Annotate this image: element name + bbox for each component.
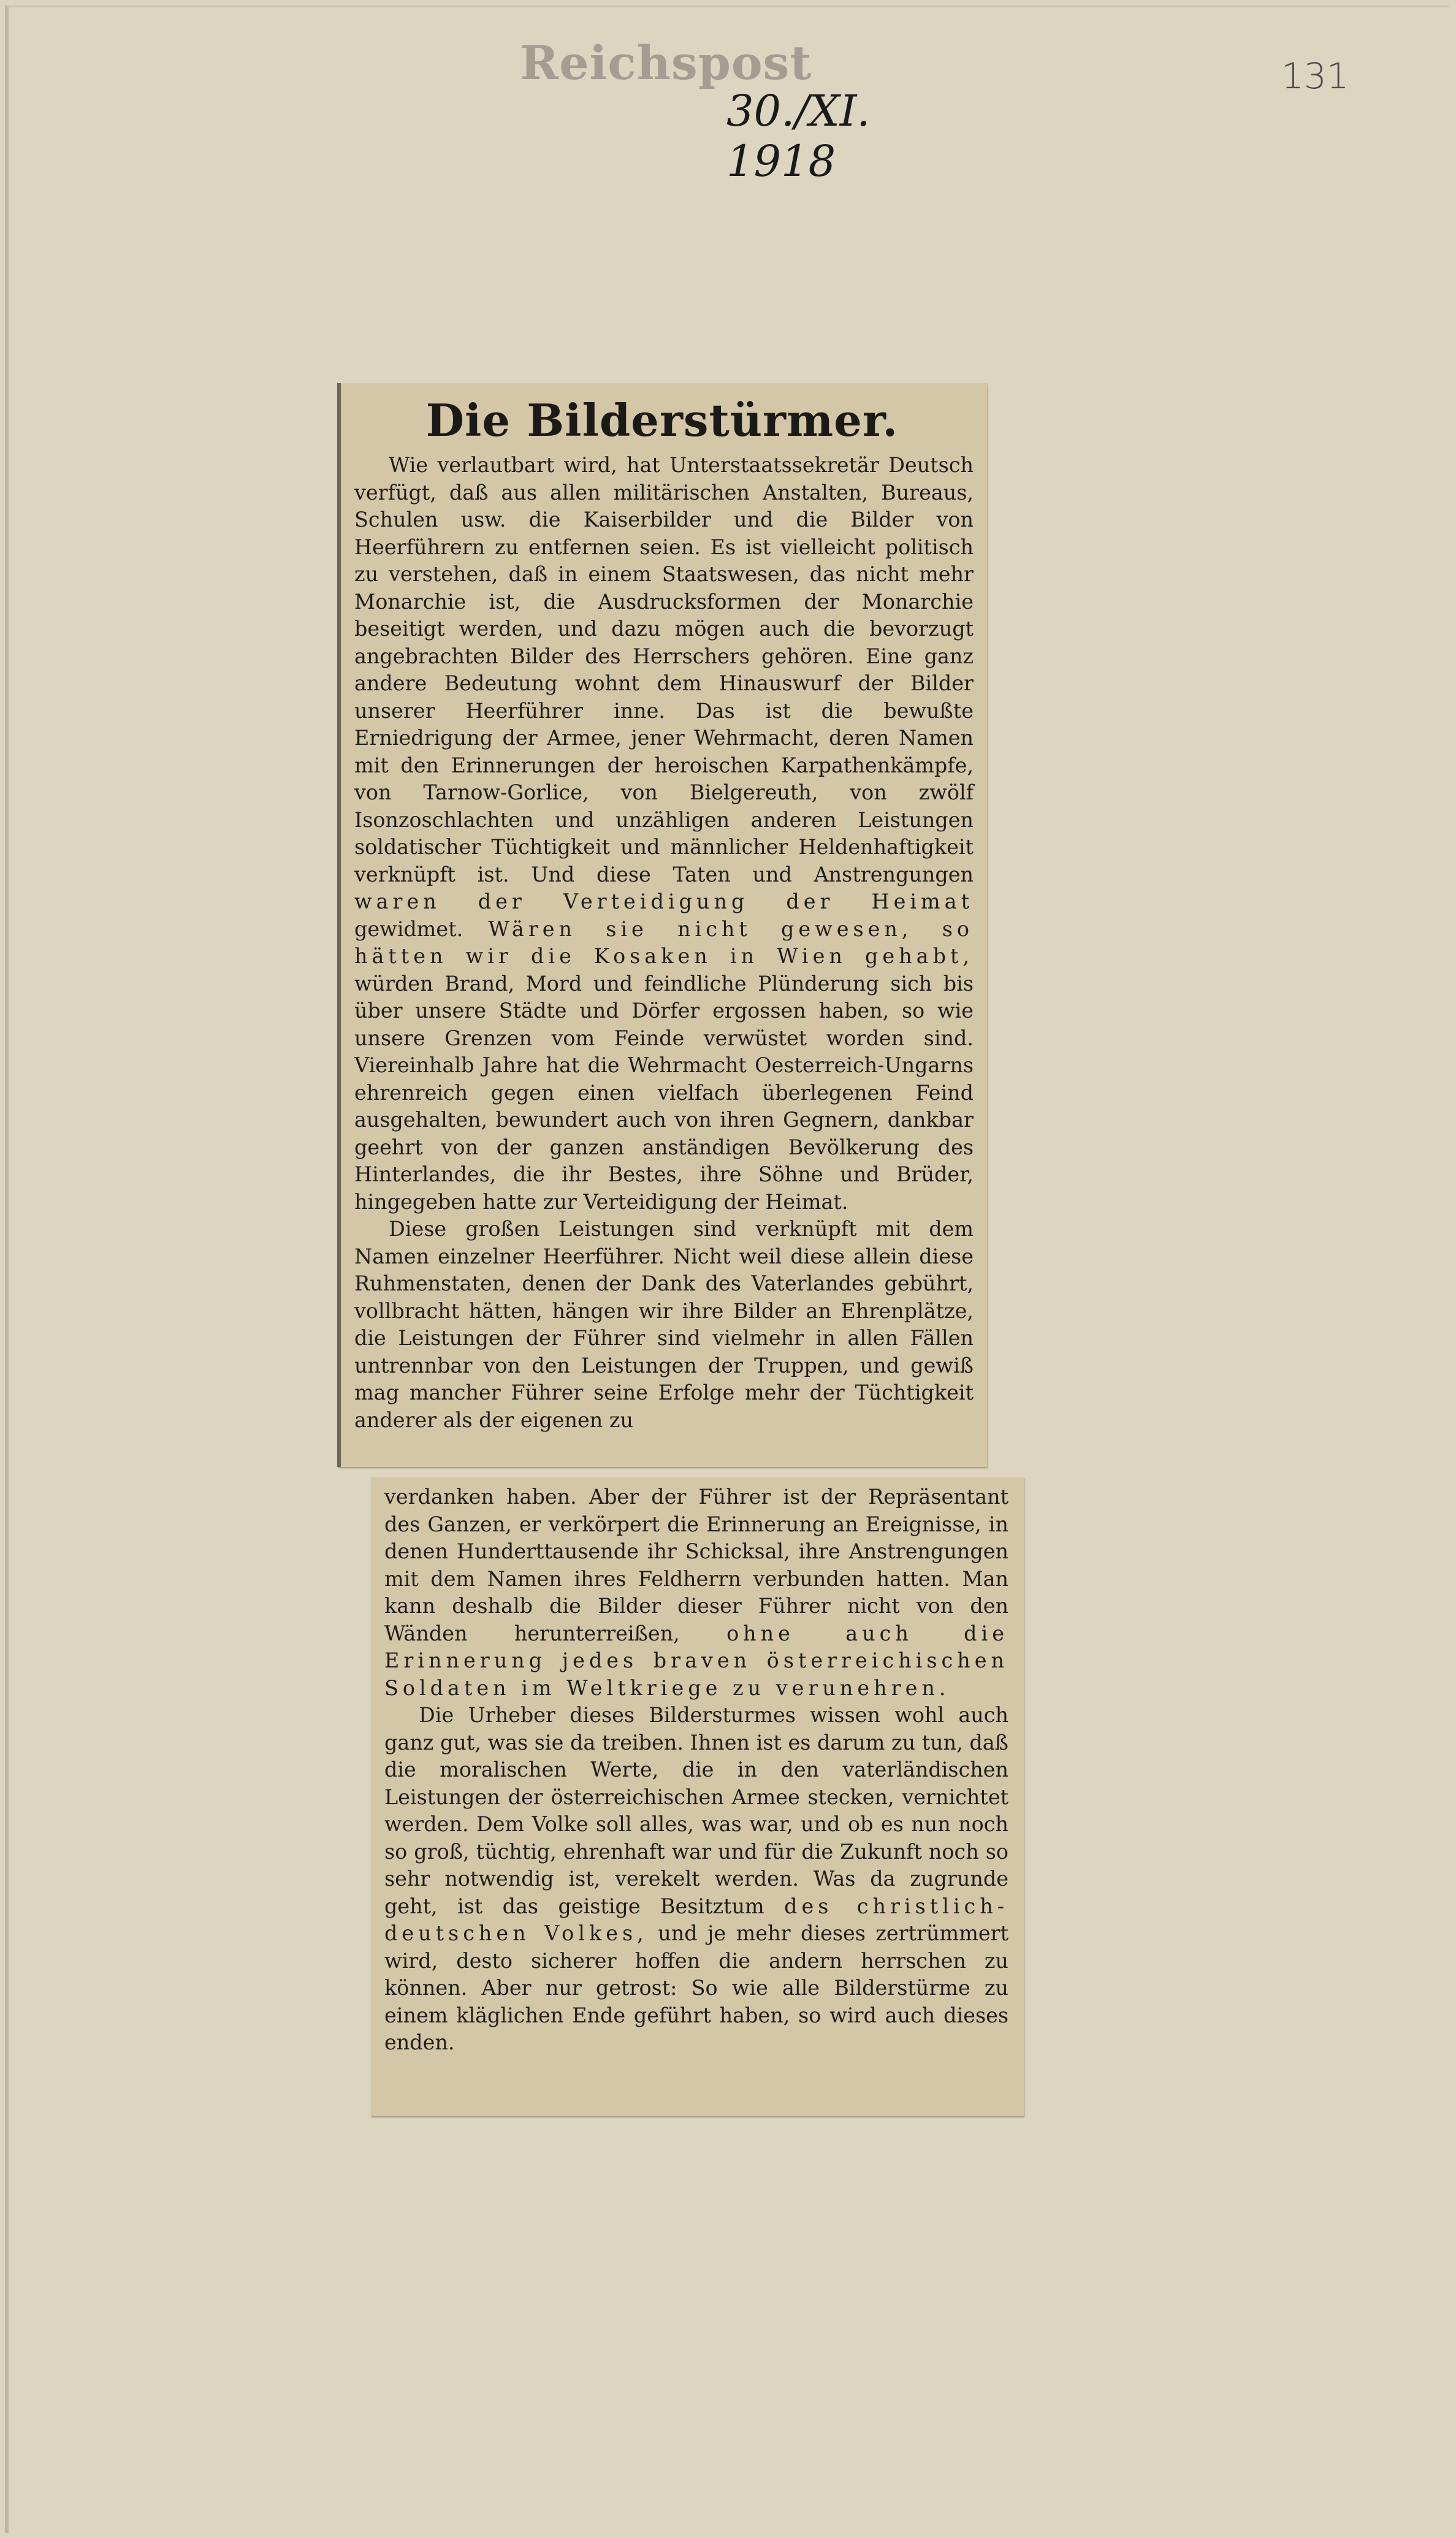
- clipping-part-2: [371, 1477, 1024, 2116]
- newspaper-stamp: Reichspost: [520, 36, 812, 90]
- paragraph-3: [384, 1702, 1008, 2057]
- paragraph-1-text-b: gewidmet.: [354, 916, 463, 941]
- paragraph-2-cont-text: verdanken haben. Aber der Führer ist der Repräsentant des Ganzen, er verkörpert die Erinnerung an Ereignisse, in denen Hunderttausende ihr Schicksal, ihre Anstrengungen mit dem Namen ihres Feldherrn verbunden hatten. Man kann deshalb die Bilder dieser Führer nicht von den Wänden herunterreißen,: [384, 1485, 1008, 1645]
- handwritten-date: 30./XI. 1918: [726, 86, 871, 186]
- archive-number: 131: [1281, 55, 1349, 97]
- paragraph-3-text-a: Die Urheber dieses Bildersturmes wissen wohl auch ganz gut, was sie da treiben. Ihnen ist es darum zu tun, daß die moralischen Werte, die in den vaterländischen Leistungen der österreichischen Armee stecken, vernichtet werden. Dem Volke soll alles, was war, und ob es nun noch so groß, tüchtig, ehrenhaft war und für die Zukunft noch so sehr notwendig ist, verekelt werden. Was da zugrunde geht, ist das geistige Besitztum: [384, 1703, 1008, 1918]
- article-column-1: [354, 452, 974, 1463]
- paragraph-1: [354, 452, 974, 1216]
- paragraph-3-text-b: und je mehr dieses zertrümmert wird, desto sicherer hoffen die andern herrschen zu können. Aber nur getrost: So wie alle Bilderstürme zu einem kläglichen Ende geführt haben, so wird auch dieses enden.: [384, 1921, 1008, 2054]
- paragraph-2: Diese großen Leistungen sind verknüpft mit dem Namen einzelner Heerführer. Nicht weil diese allein diese Ruhmenstaten, denen der Dank des Vaterlandes gebührt, vollbracht hätten, hängen wir ihre Bilder an Ehrenplätze, die Leistungen der Führer sind vielmehr in allen Fällen untrennbar von den Leistungen der Truppen, und gewiß mag mancher Führer seine Erfolge mehr der Tüchtigkeit anderer als der eigenen zu: [354, 1217, 974, 1432]
- paragraph-3-spaced: des christlich-deutschen Volkes,: [384, 1894, 1008, 1945]
- paragraph-1-text-c: würden Brand, Mord und feindliche Plünderung sich bis über unsere Städte und Dörfer ergossen haben, so wie unsere Grenzen vom Feinde verwüstet worden sind. Viereinhalb Jahre hat die Wehrmacht Oesterreich-Ungarns ehrenreich gegen einen vielfach überlegenen Feind ausgehalten, bewundert auch von ihren Gegnern, dankbar geehrt von der ganzen anständigen Bevölkerung des Hinterlandes, die ihr Bestes, ihre Söhne und Brüder, hingegeben hatte zur Verteidigung der Heimat.: [354, 971, 974, 1214]
- paragraph-1-spaced-b: Wären sie nicht gewesen, so hätten wir die Kosaken in Wien gehabt,: [354, 916, 974, 968]
- paragraph-1-spaced-a: waren der Verteidigung der Heimat: [354, 890, 974, 913]
- article-column-2: [384, 1484, 1008, 2115]
- article-title: Die Bilderstürmer.: [425, 394, 899, 446]
- paragraph-2-spaced: ohne auch die Erinnerung jedes braven österreichischen Soldaten im Weltkriege zu verunehren.: [384, 1621, 1008, 1700]
- paragraph-1-text-a: Wie verlautbart wird, hat Unterstaatssekretär Deutsch verfügt, daß aus allen militärischen Anstalten, Bureaus, Schulen usw. die Kaiserbilder und die Bilder von Heerführern zu entfernen seien. Es ist vielleicht politisch zu verstehen, daß in einem Staatswesen, das nicht mehr Monarchie ist, die Ausdrucksformen der Monarchie beseitigt werden, und dazu mögen auch die bevorzugt angebrachten Bilder des Herrschers gehören. Eine ganz andere Bedeutung wohnt dem Hinauswurf der Bilder unserer Heerführer inne. Das ist die bewußte Erniedrigung der Armee, jener Wehrmacht, deren Namen mit den Erinnerungen der heroischen Karpathenkämpfe, von Tarnow-Gorlice, von Bielgereuth, von zwölf Isonzoschlachten und unzähligen anderen Leistungen soldatischer Tüchtigkeit und männlicher Heldenhaftigkeit verknüpft ist. Und diese Taten und Anstrengungen: [354, 453, 974, 886]
- clipping-part-1: [337, 383, 987, 1467]
- paragraph-2-continued: [384, 1484, 1008, 1702]
